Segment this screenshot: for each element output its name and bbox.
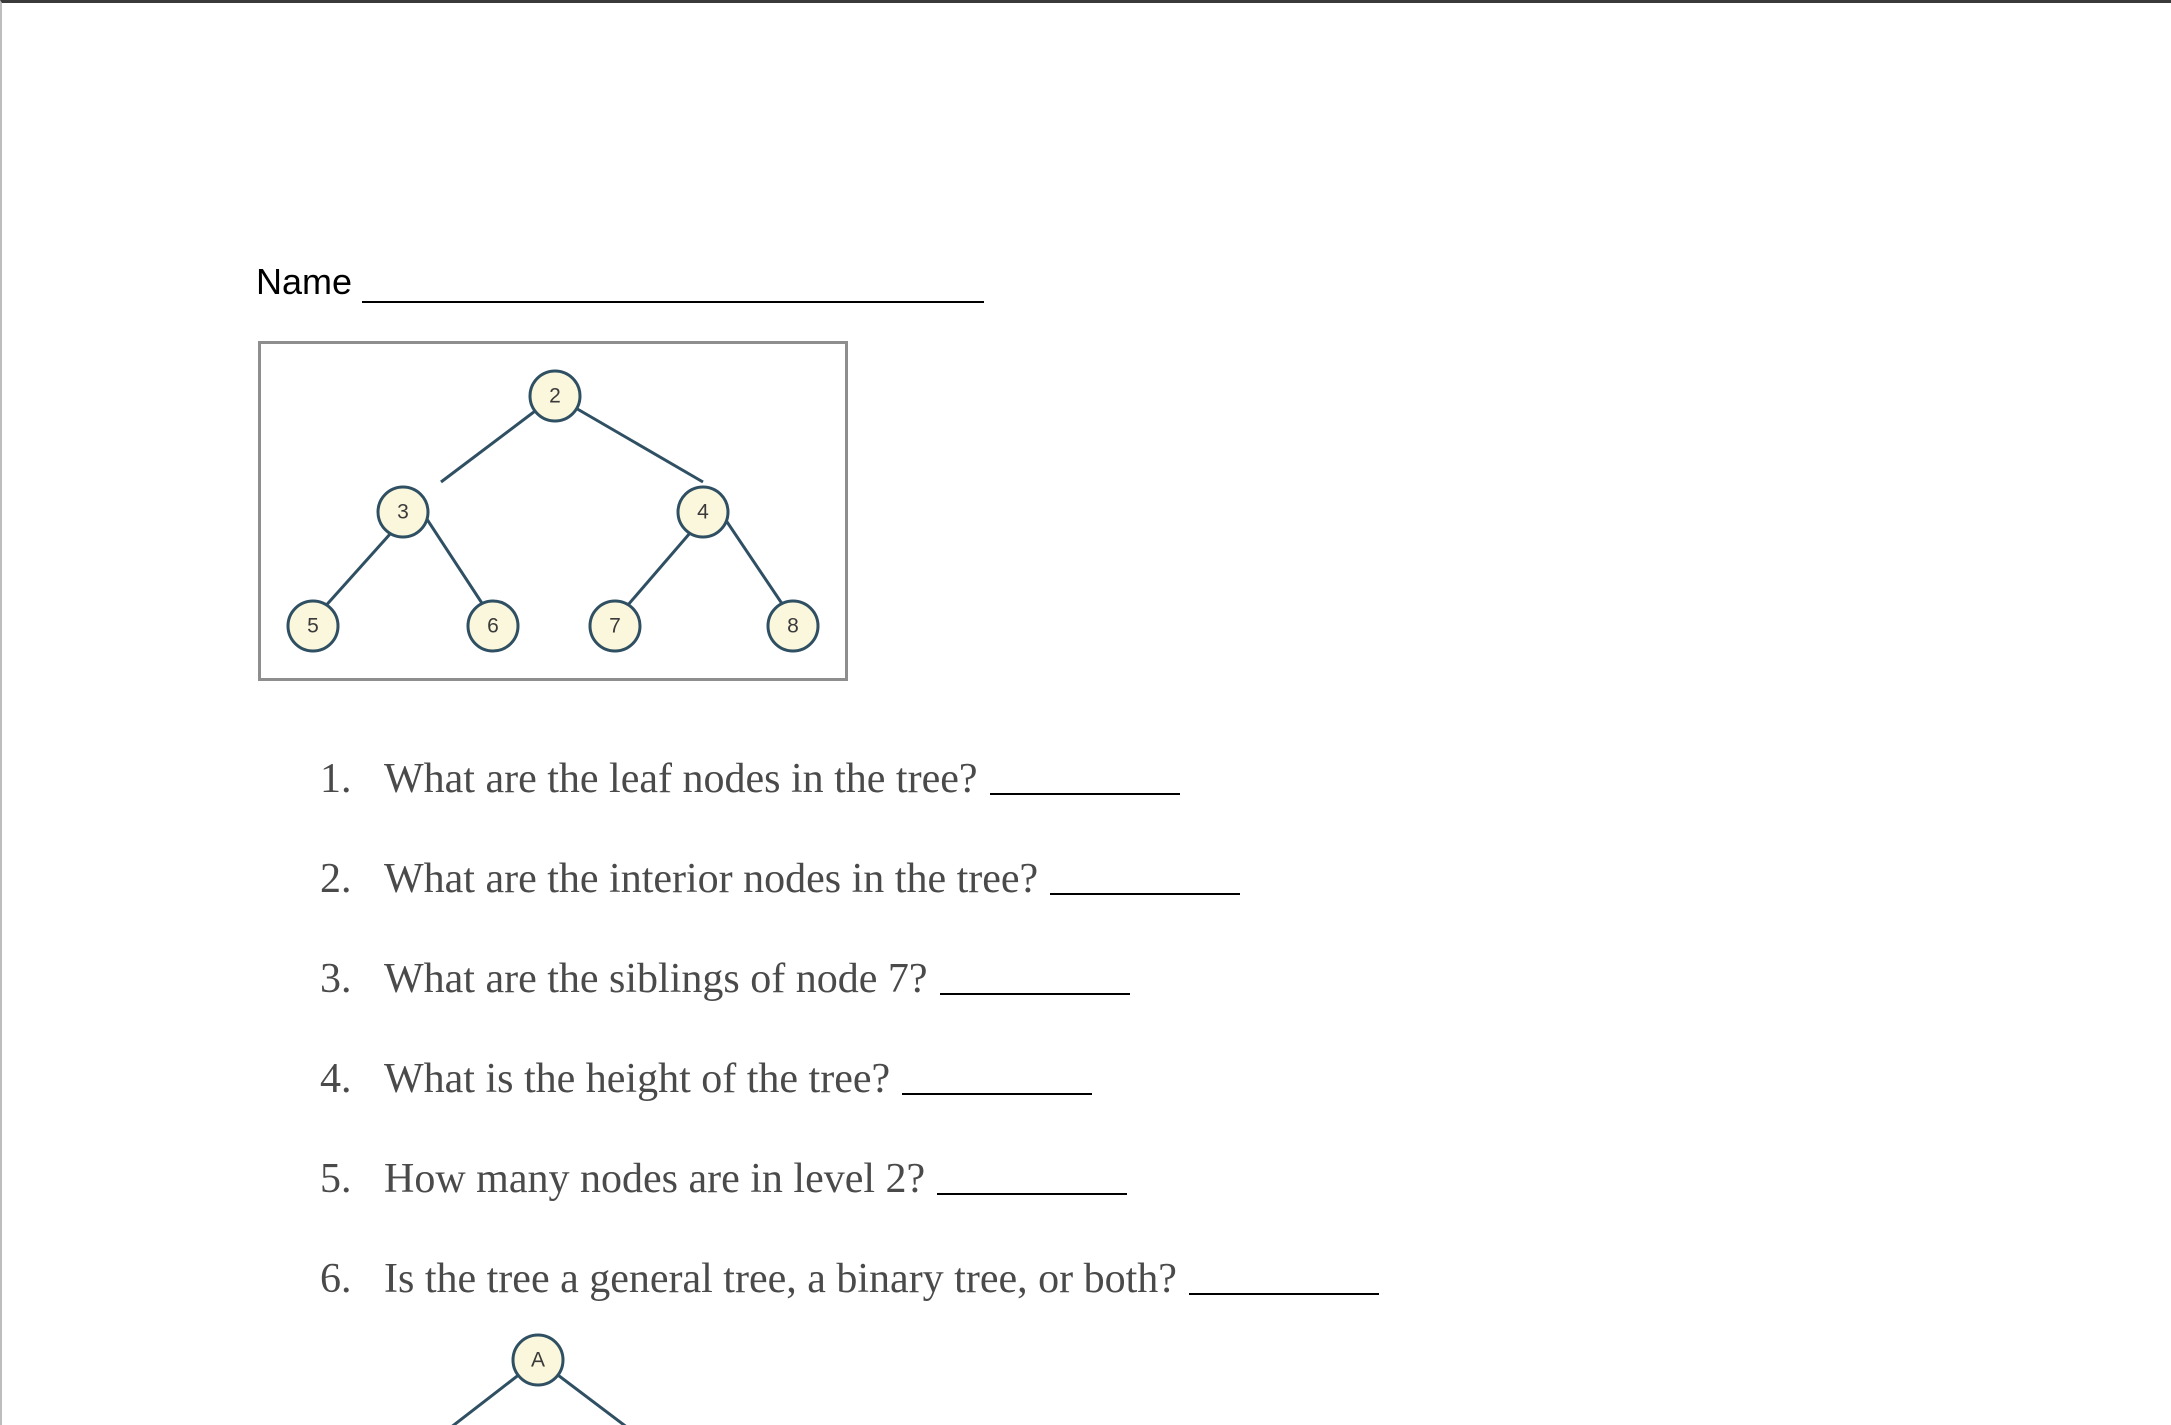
node-label: 2 [549,384,561,408]
tree-node [768,601,818,651]
question-item [320,1211,1379,1311]
node-label: 6 [487,614,499,638]
answer-blank-line[interactable] [940,959,1130,995]
answer-blank-line[interactable] [1189,1259,1379,1295]
node-label: 7 [609,614,621,638]
node-label: 8 [787,614,799,638]
question-number: 3. [320,956,352,1002]
answer-blank-line[interactable] [1050,859,1240,895]
question-list [320,711,1379,1311]
question-item [320,711,1379,811]
name-label: Name [256,261,353,302]
question-text: Is the tree a general tree, a binary tree, or both? [384,1256,1177,1302]
question-item [320,1111,1379,1211]
name-blank-line[interactable] [362,271,984,303]
binary-tree-figure [258,341,848,681]
answer-blank-line[interactable] [990,759,1180,795]
second-tree-diagram [432,1328,652,1425]
second-tree-figure [432,1328,652,1425]
answer-blank-line[interactable] [937,1159,1127,1195]
question-text: What are the siblings of node 7? [384,956,928,1002]
question-number: 6. [320,1256,352,1302]
tree-node [378,487,428,537]
node-label: 3 [397,500,409,524]
tree-node [530,371,580,421]
question-number: 2. [320,856,352,902]
question-number: 1. [320,756,352,802]
question-text: How many nodes are in level 2? [384,1156,926,1202]
node-label: 5 [307,614,319,638]
tree-node [590,601,640,651]
tree-node [288,601,338,651]
node-label: 4 [697,500,709,524]
tree-node [468,601,518,651]
tree-node [678,487,728,537]
question-number: 4. [320,1056,352,1102]
tree-node [513,1335,563,1385]
question-item [320,1011,1379,1111]
question-text: What are the interior nodes in the tree? [384,856,1039,902]
question-text: What is the height of the tree? [384,1056,891,1102]
question-number: 5. [320,1156,352,1202]
question-text: What are the leaf nodes in the tree? [384,756,978,802]
question-item [320,811,1379,911]
answer-blank-line[interactable] [902,1059,1092,1095]
question-item [320,911,1379,1011]
tree-diagram [261,344,845,678]
node-label: A [530,1348,546,1372]
name-field-row [256,261,984,303]
